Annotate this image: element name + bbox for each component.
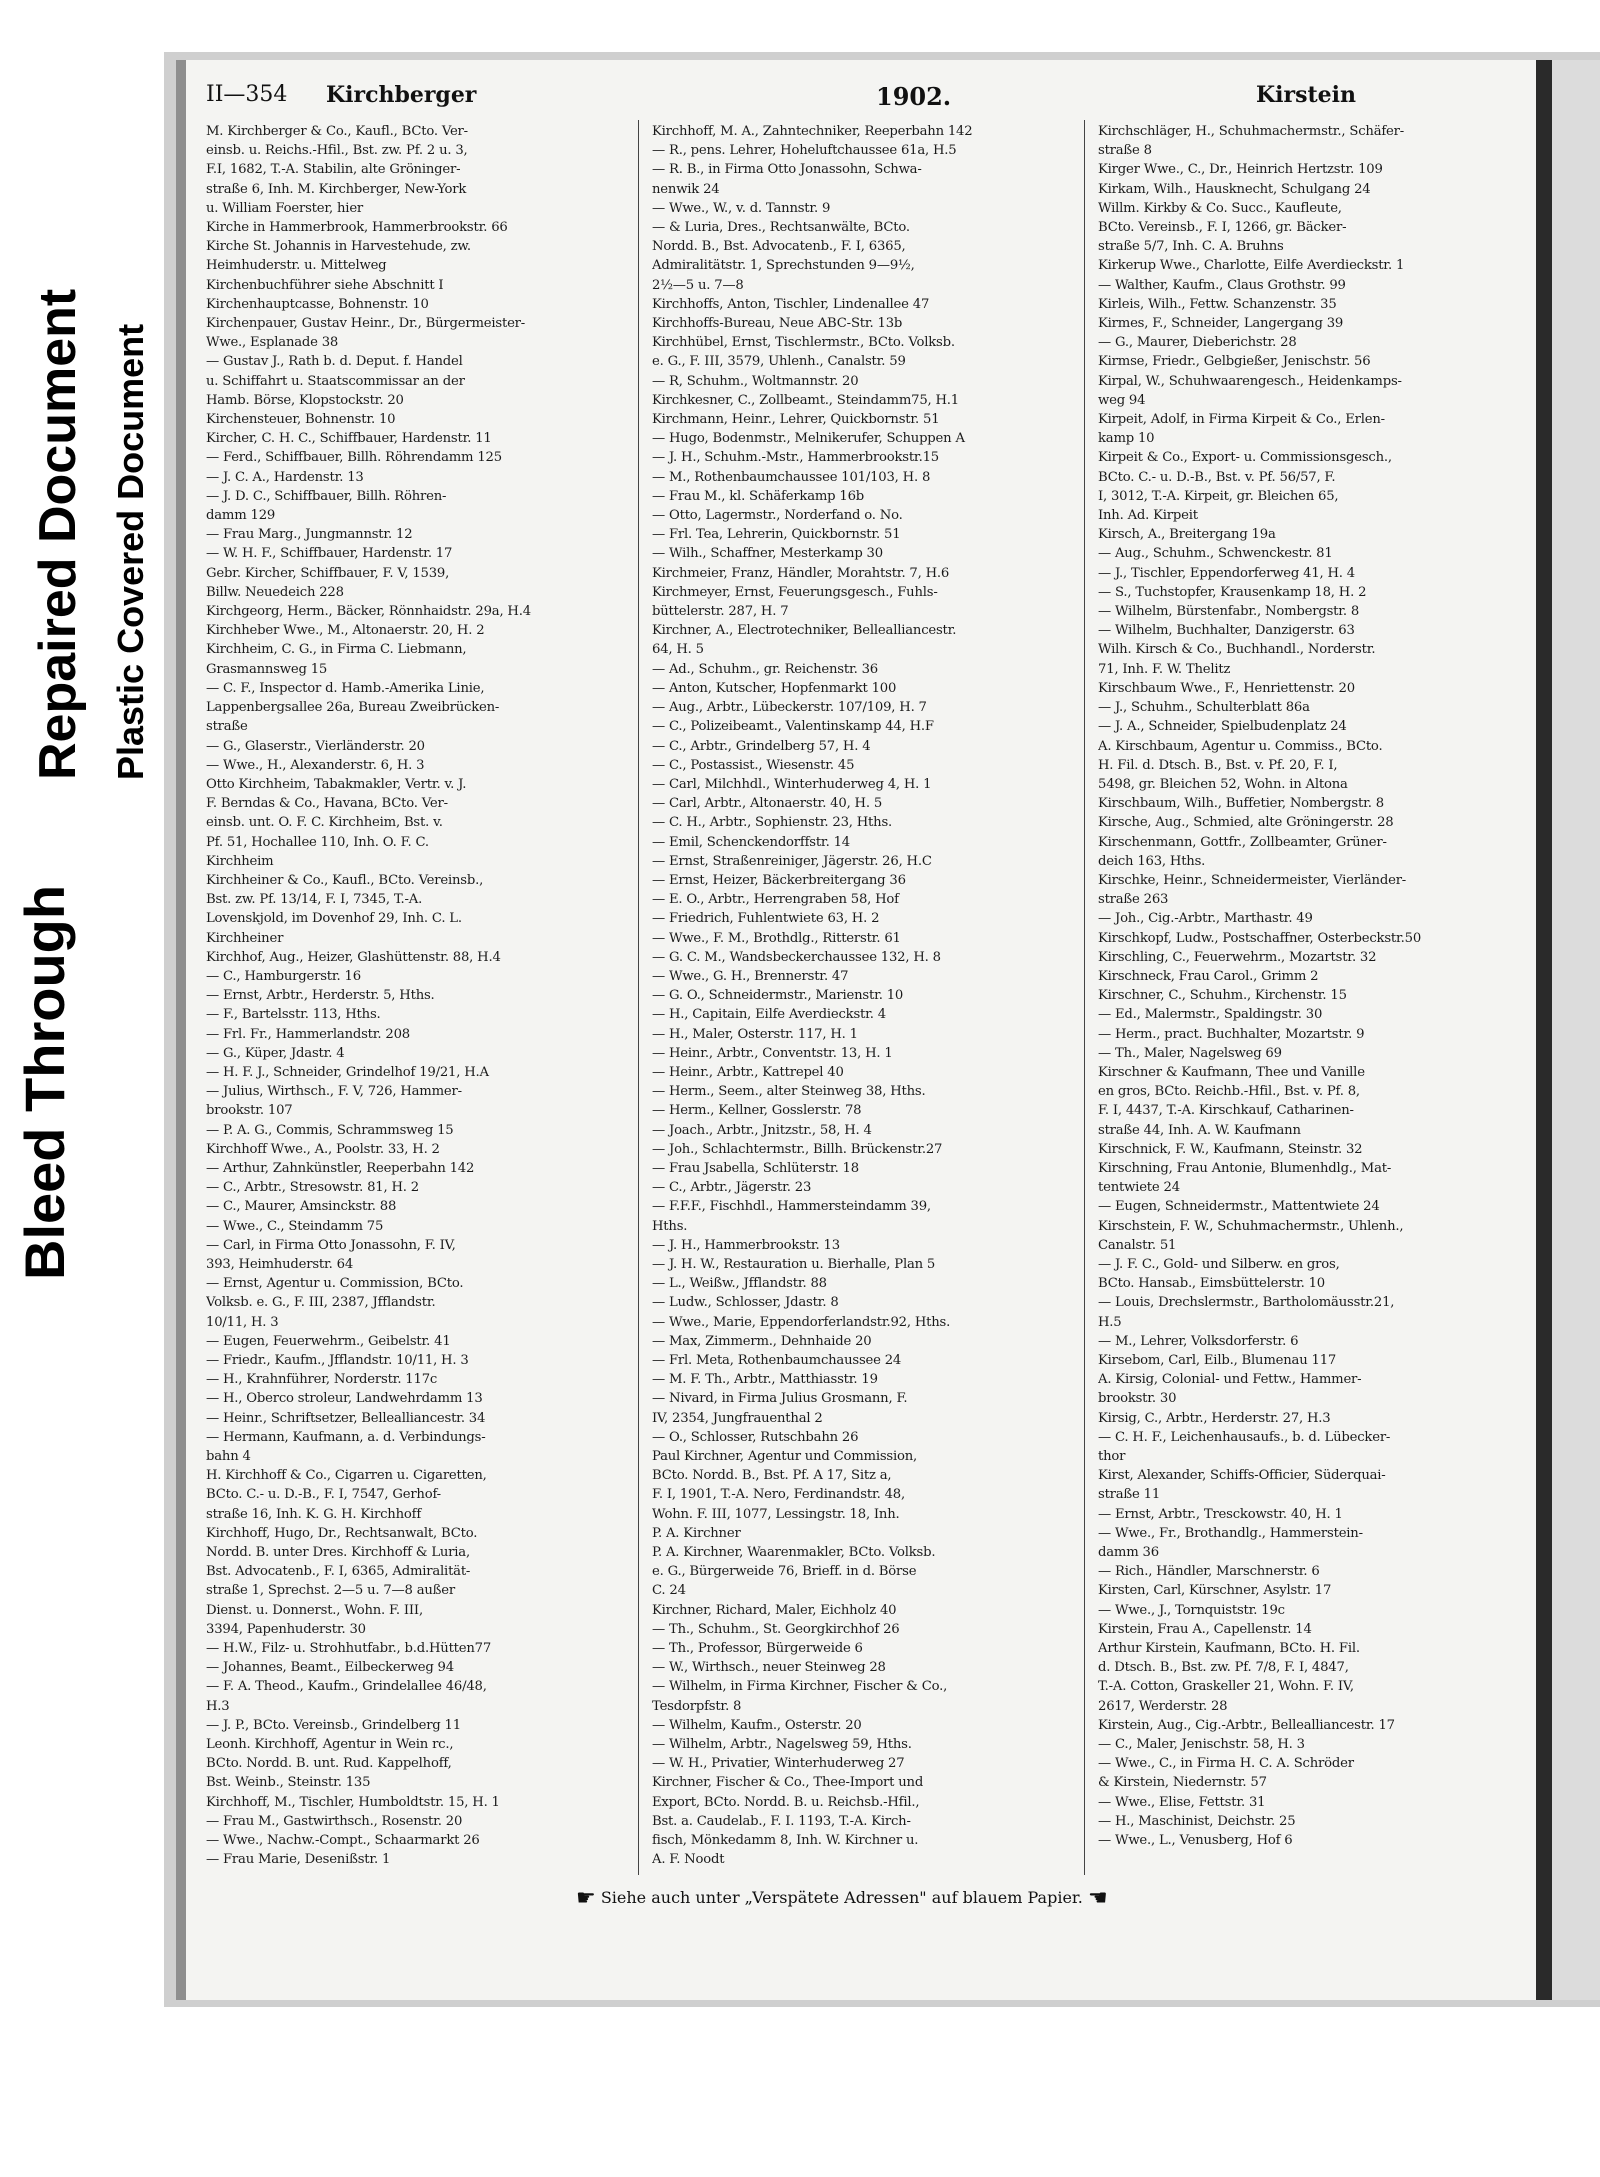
directory-entry-line: Gebr. Kircher, Schiffbauer, F. V, 1539,: [206, 565, 450, 581]
header-right-word: Kirstein: [1256, 82, 1356, 108]
directory-entry-line: Lappenbergsallee 26a, Bureau Zweibrücken-: [206, 700, 500, 716]
directory-entry-line: — J. F. C., Gold- und Silberw. en gros,: [1098, 1256, 1340, 1272]
directory-entry-line: Hamb. Börse, Klopstockstr. 20: [206, 392, 404, 408]
directory-entry-line: Kirstein, Aug., Cig.-Arbtr., Bellealliancestr. 17: [1098, 1717, 1395, 1733]
directory-entry-line: 64, H. 5: [652, 642, 704, 658]
repaired-document-label: Repaired Document: [29, 288, 87, 780]
directory-entry-line: straße 11: [1098, 1487, 1161, 1503]
directory-entry-line: Otto Kirchheim, Tabakmakler, Vertr. v. J.: [206, 776, 467, 792]
directory-entry-line: — Ad., Schuhm., gr. Reichenstr. 36: [652, 661, 878, 677]
directory-entry-line: — Heinr., Arbtr., Conventstr. 13, H. 1: [652, 1045, 893, 1061]
directory-entry-line: F.I, 1682, T.-A. Stabilin, alte Gröninger-: [206, 162, 461, 178]
directory-entry-line: — Ferd., Schiffbauer, Billh. Röhrendamm 125: [206, 450, 502, 466]
directory-entry-line: — G., Küper, Jdastr. 4: [206, 1045, 345, 1061]
directory-entry-line: Kirsebom, Carl, Eilb., Blumenau 117: [1098, 1353, 1337, 1368]
bleed-through-label: Bleed Through: [13, 884, 76, 1280]
directory-entry-line: — C., Maler, Jenischstr. 58, H. 3: [1098, 1737, 1305, 1753]
directory-entry-line: — R., pens. Lehrer, Hoheluftchaussee 61a, H.5: [652, 143, 957, 159]
directory-entry-line: H. Kirchhoff & Co., Cigarren u. Cigaretten,: [206, 1468, 487, 1484]
directory-entry-line: — Wwe., Fr., Brothandlg., Hammerstein-: [1098, 1525, 1363, 1541]
directory-entry-line: — H., Oberco stroleur, Landwehrdamm 13: [206, 1391, 483, 1407]
directory-entry-line: — J. A., Schneider, Spielbudenplatz 24: [1098, 719, 1347, 735]
page-header: [206, 82, 1516, 122]
directory-entry-line: — & Luria, Dres., Rechtsanwälte, BCto.: [652, 220, 910, 236]
directory-entry-line: Kircher, C. H. C., Schiffbauer, Hardenstr. 11: [206, 431, 492, 447]
plastic-covered-label: Plastic Covered Document: [110, 323, 151, 780]
directory-entry-line: u. William Foerster, hier: [206, 200, 364, 216]
directory-entry-line: — M. F. Th., Arbtr., Matthiasstr. 19: [652, 1372, 878, 1388]
directory-entry-line: 2617, Werderstr. 28: [1098, 1698, 1228, 1714]
directory-entry-line: — J. H. W., Restauration u. Bierhalle, Plan 5: [652, 1256, 936, 1272]
directory-entry-line: 71, Inh. F. W. Thelitz: [1098, 661, 1231, 677]
directory-entry-line: Kirmse, Friedr., Gelbgießer, Jenischstr. 56: [1098, 354, 1371, 370]
directory-entry-line: Wilh. Kirsch & Co., Buchhandl., Norderstr.: [1098, 642, 1376, 658]
directory-entry-line: — H. F. J., Schneider, Grindelhof 19/21, H.A: [206, 1064, 489, 1080]
directory-entry-line: Kirchheiner & Co., Kaufl., BCto. Vereinsb.,: [206, 872, 484, 888]
header-year: 1902.: [876, 82, 952, 111]
directory-entry-line: — C., Hamburgerstr. 16: [206, 968, 361, 984]
directory-entry-line: Kirschner & Kaufmann, Thee und Vanille: [1098, 1064, 1365, 1080]
directory-entry-line: einsb. unt. O. F. C. Kirchheim, Bst. v.: [206, 815, 443, 831]
directory-entry-line: Kirchhoff, M. A., Zahntechniker, Reeperbahn 142: [652, 124, 973, 139]
directory-entry-line: Kirschstein, F. W., Schuhmachermstr., Uhlenh.,: [1098, 1218, 1404, 1234]
directory-entry-line: fisch, Mönkedamm 8, Inh. W. Kirchner u.: [652, 1833, 919, 1849]
directory-entry-line: straße 16, Inh. K. G. H. Kirchhoff: [206, 1506, 421, 1522]
directory-entry-line: weg 94: [1098, 392, 1146, 408]
directory-entry-line: — Ernst, Arbtr., Tresckowstr. 40, H. 1: [1098, 1506, 1343, 1522]
directory-entry-line: Kirsten, Carl, Kürschner, Asylstr. 17: [1098, 1583, 1332, 1599]
directory-entry-line: BCto. Vereinsb., F. I, 1266, gr. Bäcker-: [1098, 220, 1347, 236]
directory-entry-line: Kirchheiner: [206, 930, 284, 946]
directory-entry-line: Kirchschläger, H., Schuhmachermstr., Schäfer-: [1098, 124, 1405, 139]
directory-entry-line: A. Kirsig, Colonial- und Fettw., Hammer-: [1098, 1372, 1362, 1388]
directory-entry-line: — Wwe., C., Steindamm 75: [206, 1218, 384, 1234]
directory-entry-line: — Walther, Kaufm., Claus Grothstr. 99: [1098, 277, 1346, 293]
directory-entry-line: straße 6, Inh. M. Kirchberger, New-York: [206, 181, 467, 197]
directory-entry-line: Kirschke, Heinr., Schneidermeister, Vierländer-: [1098, 872, 1407, 888]
directory-entry-line: — Wilhelm, Buchhalter, Danzigerstr. 63: [1098, 623, 1355, 639]
directory-entry-line: Kirst, Alexander, Schiffs-Officier, Süderquai-: [1098, 1468, 1386, 1484]
directory-entry-line: 2½—5 u. 7—8: [652, 277, 744, 293]
directory-entry-line: Kirchmeier, Franz, Händler, Morahtstr. 7, H.6: [652, 565, 950, 581]
directory-entry-line: — Wwe., Marie, Eppendorferlandstr.92, Hths.: [652, 1314, 951, 1330]
directory-entry-line: H.3: [206, 1698, 230, 1714]
directory-entry-line: — Herm., pract. Buchhalter, Mozartstr. 9: [1098, 1026, 1365, 1042]
directory-entry-line: — Frau Jsabella, Schlüterstr. 18: [652, 1160, 859, 1176]
directory-entry-line: 3394, Papenhuderstr. 30: [206, 1621, 366, 1637]
directory-entry-line: — Heinr., Schriftsetzer, Bellealliancestr. 34: [206, 1410, 486, 1426]
directory-entry-line: — Frau M., Gastwirthsch., Rosenstr. 20: [206, 1813, 463, 1829]
directory-entry-line: — Gustav J., Rath b. d. Deput. f. Handel: [206, 354, 463, 370]
directory-entry-line: — Wwe., C., in Firma H. C. A. Schröder: [1098, 1756, 1354, 1772]
directory-entry-line: — Eugen, Feuerwehrm., Geibelstr. 41: [206, 1333, 451, 1349]
directory-entry-line: & Kirstein, Niedernstr. 57: [1098, 1775, 1267, 1791]
directory-entry-line: Willm. Kirkby & Co. Succ., Kaufleute,: [1098, 200, 1342, 216]
directory-entry-line: Paul Kirchner, Agentur und Commission,: [652, 1449, 918, 1465]
directory-entry-line: — Frl. Fr., Hammerlandstr. 208: [206, 1026, 410, 1042]
directory-entry-line: IV, 2354, Jungfrauenthal 2: [652, 1410, 823, 1426]
directory-entry-line: Kirchhoff, Hugo, Dr., Rechtsanwalt, BCto.: [206, 1525, 478, 1541]
directory-entry-line: damm 36: [1098, 1545, 1159, 1561]
directory-entry-line: — H., Capitain, Eilfe Averdieckstr. 4: [652, 1007, 886, 1023]
directory-entry-line: — Aug., Schuhm., Schwenckestr. 81: [1098, 546, 1333, 562]
directory-entry-line: — P. A. G., Commis, Schrammsweg 15: [206, 1122, 454, 1138]
column-divider: [1084, 120, 1085, 1875]
directory-entry-line: F. I, 1901, T.-A. Nero, Ferdinandstr. 48,: [652, 1487, 905, 1503]
directory-entry-line: — G. C. M., Wandsbeckerchaussee 132, H. 8: [652, 949, 941, 965]
directory-entry-line: — Carl, Arbtr., Altonaerstr. 40, H. 5: [652, 796, 883, 812]
directory-entry-line: Kirkerup Wwe., Charlotte, Eilfe Averdieckstr. 1: [1098, 258, 1405, 274]
directory-entry-line: Canalstr. 51: [1098, 1237, 1177, 1253]
directory-entry-line: — Herm., Seem., alter Steinweg 38, Hths.: [652, 1084, 926, 1100]
directory-entry-line: C. 24: [652, 1583, 686, 1599]
directory-entry-line: BCto. Hansab., Eimsbüttelerstr. 10: [1098, 1276, 1325, 1292]
directory-entry-line: damm 129: [206, 508, 276, 524]
directory-entry-line: Bst. Advocatenb., F. I, 6365, Admiralität-: [206, 1564, 471, 1580]
directory-entry-line: — Herm., Kellner, Gosslerstr. 78: [652, 1103, 862, 1119]
column-3: [1098, 122, 1516, 1850]
directory-entry-line: Kirschling, C., Feuerwehrm., Mozartstr. 32: [1098, 949, 1377, 965]
directory-entry-line: — J. D. C., Schiffbauer, Billh. Röhren-: [206, 488, 447, 504]
directory-entry-line: Kirchhoff, M., Tischler, Humboldtstr. 15, H. 1: [206, 1794, 500, 1810]
directory-entry-line: straße: [206, 719, 248, 735]
directory-entry-line: — C., Polizeibeamt., Valentinskamp 44, H.F: [652, 719, 934, 735]
directory-entry-line: Kirchensteuer, Bohnenstr. 10: [206, 412, 396, 428]
directory-entry-line: Kirchheim: [206, 853, 274, 869]
directory-entry-line: Kirmes, F., Schneider, Langergang 39: [1098, 316, 1344, 332]
directory-entry-line: Tesdorpfstr. 8: [652, 1698, 742, 1714]
directory-entry-line: straße 263: [1098, 892, 1169, 908]
directory-entry-line: Heimhuderstr. u. Mittelweg: [206, 258, 387, 274]
directory-entry-line: — Louis, Drechslermstr., Bartholomäusstr.21,: [1098, 1295, 1395, 1311]
directory-entry-line: — Wwe., F. M., Brothdlg., Ritterstr. 61: [652, 930, 901, 946]
directory-entry-line: P. A. Kirchner: [652, 1525, 741, 1541]
directory-entry-line: — Frl. Meta, Rothenbaumchaussee 24: [652, 1353, 902, 1368]
directory-entry-line: — Ernst, Arbtr., Herderstr. 5, Hths.: [206, 988, 435, 1004]
directory-entry-line: A. Kirschbaum, Agentur u. Commiss., BCto.: [1098, 738, 1383, 754]
page-edge: [176, 60, 186, 2000]
directory-entry-line: — Johannes, Beamt., Eilbeckerweg 94: [206, 1660, 454, 1676]
directory-entry-line: e. G., Bürgerweide 76, Brieff. in d. Börse: [652, 1564, 917, 1580]
directory-entry-line: — Wwe., Nachw.-Compt., Schaarmarkt 26: [206, 1833, 480, 1849]
directory-entry-line: Bst. a. Caudelab., F. I. 1193, T.-A. Kirch-: [652, 1813, 911, 1829]
column-2: [652, 122, 1070, 1869]
directory-entry-line: — S., Tuchstopfer, Krausenkamp 18, H. 2: [1098, 584, 1367, 600]
directory-entry-line: — R. B., in Firma Otto Jonassohn, Schwa-: [652, 162, 922, 178]
directory-entry-line: Kirchenpauer, Gustav Heinr., Dr., Bürgermeister-: [206, 316, 526, 332]
directory-entry-line: A. F. Noodt: [652, 1852, 725, 1868]
directory-entry-line: Kirchhoffs, Anton, Tischler, Lindenallee 47: [652, 296, 930, 312]
directory-entry-line: — Hugo, Bodenmstr., Melnikerufer, Schuppen A: [652, 431, 965, 447]
directory-entry-line: Kirchkesner, C., Zollbeamt., Steindamm75, H.1: [652, 392, 959, 408]
directory-entry-line: — Ernst, Straßenreiniger, Jägerstr. 26, H.C: [652, 853, 932, 869]
directory-entry-line: — C., Arbtr., Stresowstr. 81, H. 2: [206, 1180, 419, 1196]
directory-entry-line: — C. F., Inspector d. Hamb.-Amerika Linie,: [206, 680, 485, 696]
directory-entry-line: — C., Maurer, Amsinckstr. 88: [206, 1199, 397, 1215]
directory-entry-line: I, 3012, T.-A. Kirpeit, gr. Bleichen 65,: [1098, 488, 1339, 504]
directory-entry-line: — C., Postassist., Wiesenstr. 45: [652, 757, 855, 773]
directory-entry-line: Bst. zw. Pf. 13/14, F. I, 7345, T.-A.: [206, 892, 423, 908]
directory-entry-line: Wwe., Esplanade 38: [206, 335, 339, 351]
directory-entry-line: — Aug., Arbtr., Lübeckerstr. 107/109, H. 7: [652, 700, 927, 716]
directory-entry-line: — Eugen, Schneidermstr., Mattentwiete 24: [1098, 1199, 1380, 1215]
directory-entry-line: — Wilhelm, Kaufm., Osterstr. 20: [652, 1717, 862, 1733]
directory-entry-line: — Wwe., Elise, Fettstr. 31: [1098, 1794, 1266, 1810]
column-1: [206, 122, 624, 1869]
directory-entry-line: Kirchenbuchführer siehe Abschnitt I: [206, 277, 444, 293]
directory-entry-line: Kirchmeyer, Ernst, Feuerungsgesch., Fuhls-: [652, 584, 938, 600]
footer-note: [576, 1886, 1108, 1911]
directory-entry-line: — G. O., Schneidermstr., Marienstr. 10: [652, 988, 904, 1004]
directory-entry-line: — Emil, Schenckendorffstr. 14: [652, 834, 850, 850]
directory-entry-line: — Joh., Cig.-Arbtr., Marthastr. 49: [1098, 911, 1313, 927]
directory-entry-line: Admiralitätstr. 1, Sprechstunden 9—9½,: [652, 258, 915, 274]
directory-entry-line: Bst. Weinb., Steinstr. 135: [206, 1775, 371, 1791]
directory-entry-line: Kirpeit & Co., Export- u. Commissionsgesch.,: [1098, 450, 1392, 466]
directory-entry-line: — Otto, Lagermstr., Norderfand o. No.: [652, 508, 903, 524]
directory-entry-line: — Wwe., J., Tornquiststr. 19c: [1098, 1602, 1285, 1618]
directory-entry-line: 5498, gr. Bleichen 52, Wohn. in Altona: [1098, 776, 1348, 792]
directory-entry-line: Kirchner, Richard, Maler, Eichholz 40: [652, 1602, 897, 1618]
directory-page: [176, 60, 1536, 2000]
directory-entry-line: — Ludw., Schlosser, Jdastr. 8: [652, 1295, 839, 1311]
directory-entry-line: — Wilhelm, Bürstenfabr., Nombergstr. 8: [1098, 604, 1360, 620]
directory-entry-line: — H., Maschinist, Deichstr. 25: [1098, 1813, 1296, 1829]
directory-entry-line: Nordd. B., Bst. Advocatenb., F. I, 6365,: [652, 239, 906, 255]
directory-entry-line: — Frau Marg., Jungmannstr. 12: [206, 527, 413, 543]
directory-entry-line: — Wwe., G. H., Brennerstr. 47: [652, 968, 849, 984]
footer-text: Siehe auch unter „Verspätete Adressen" auf blauem Papier.: [600, 1888, 1083, 1907]
directory-entry-line: — Wwe., W., v. d. Tannstr. 9: [652, 200, 831, 216]
directory-entry-line: — M., Rothenbaumchaussee 101/103, H. 8: [652, 469, 931, 485]
directory-entry-line: — C., Arbtr., Grindelberg 57, H. 4: [652, 738, 871, 754]
directory-entry-line: Leonh. Kirchhoff, Agentur in Wein rc.,: [206, 1737, 454, 1753]
directory-entry-line: Kirschnick, F. W., Kaufmann, Steinstr. 32: [1098, 1141, 1363, 1157]
directory-entry-line: — Nivard, in Firma Julius Grosmann, F.: [652, 1391, 908, 1407]
directory-entry-line: — J. C. A., Hardenstr. 13: [206, 469, 364, 485]
directory-entry-line: einsb. u. Reichs.-Hfil., Bst. zw. Pf. 2 u. 3,: [206, 143, 468, 159]
directory-entry-line: Arthur Kirstein, Kaufmann, BCto. H. Fil.: [1098, 1641, 1360, 1657]
directory-entry-line: nenwik 24: [652, 181, 720, 197]
directory-entry-line: Kirchheim, C. G., in Firma C. Liebmann,: [206, 642, 467, 658]
directory-entry-line: 10/11, H. 3: [206, 1314, 279, 1330]
directory-entry-line: Pf. 51, Hochallee 110, Inh. O. F. C.: [206, 834, 429, 850]
directory-entry-line: — J. H., Hammerbrookstr. 13: [652, 1237, 840, 1253]
directory-entry-line: — Th., Maler, Nagelsweg 69: [1098, 1045, 1282, 1061]
directory-entry-line: Kirschneck, Frau Carol., Grimm 2: [1098, 968, 1319, 984]
directory-entry-line: Kirchheber Wwe., M., Altonaerstr. 20, H. 2: [206, 623, 485, 639]
directory-entry-line: straße 5/7, Inh. C. A. Bruhns: [1098, 239, 1284, 255]
directory-entry-line: — C. H. F., Leichenhausaufs., b. d. Lübecker-: [1098, 1429, 1391, 1445]
directory-entry-line: — C., Arbtr., Jägerstr. 23: [652, 1180, 812, 1196]
directory-entry-line: H. Fil. d. Dtsch. B., Bst. v. Pf. 20, F. I,: [1098, 757, 1338, 773]
directory-entry-line: deich 163, Hths.: [1098, 853, 1206, 869]
directory-entry-line: — G., Glaserstr., Vierländerstr. 20: [206, 738, 425, 754]
directory-entry-line: — Joach., Arbtr., Jnitzstr., 58, H. 4: [652, 1122, 872, 1138]
directory-entry-line: — F. A. Theod., Kaufm., Grindelallee 46/48,: [206, 1679, 487, 1695]
directory-entry-line: Grasmannsweg 15: [206, 661, 328, 677]
directory-entry-line: — Wilhelm, in Firma Kirchner, Fischer & Co.,: [652, 1679, 948, 1695]
directory-entry-line: Kirchhof, Aug., Heizer, Glashüttenstr. 88, H.4: [206, 949, 501, 965]
directory-entry-line: Kirchmann, Heinr., Lehrer, Quickbornstr. 51: [652, 412, 940, 428]
directory-entry-line: Lovenskjold, im Dovenhof 29, Inh. C. L.: [206, 911, 462, 927]
directory-entry-line: — Carl, Milchhdl., Winterhuderweg 4, H. 1: [652, 776, 932, 792]
directory-entry-line: — J. H., Schuhm.-Mstr., Hammerbrookstr.15: [652, 450, 939, 466]
directory-entry-line: — H., Krahnführer, Norderstr. 117c: [206, 1372, 438, 1388]
side-labels: [0, 0, 170, 2177]
pointing-hand-right-icon: ☛: [576, 1886, 596, 1911]
directory-entry-line: — Ernst, Heizer, Bäckerbreitergang 36: [652, 872, 906, 888]
directory-entry-line: Wohn. F. III, 1077, Lessingstr. 18, Inh.: [652, 1506, 900, 1522]
directory-entry-line: — L., Weißw., Jfflandstr. 88: [652, 1276, 827, 1292]
directory-entry-line: Kirpeit, Adolf, in Firma Kirpeit & Co., Erlen-: [1098, 412, 1385, 428]
directory-entry-line: — R, Schuhm., Woltmannstr. 20: [652, 373, 859, 389]
pointing-hand-left-icon: ☚: [1087, 1886, 1108, 1911]
directory-entry-line: M. Kirchberger & Co., Kaufl., BCto. Ver-: [206, 124, 468, 139]
directory-entry-line: T.-A. Cotton, Graskeller 21, Wohn. F. IV,: [1098, 1679, 1354, 1695]
directory-entry-line: — F.F.F., Fischhdl., Hammersteindamm 39,: [652, 1199, 931, 1215]
directory-entry-line: Kirchgeorg, Herm., Bäcker, Rönnhaidstr. 29a, H.4: [206, 604, 531, 620]
directory-entry-line: — Hermann, Kaufmann, a. d. Verbindungs-: [206, 1429, 486, 1445]
directory-entry-line: — W., Wirthsch., neuer Steinweg 28: [652, 1660, 886, 1676]
directory-entry-line: Kirsig, C., Arbtr., Herderstr. 27, H.3: [1098, 1410, 1331, 1426]
directory-entry-line: Hths.: [652, 1218, 688, 1234]
directory-entry-line: thor: [1098, 1449, 1126, 1465]
directory-entry-line: — Joh., Schlachtermstr., Billh. Brückenstr.27: [652, 1141, 943, 1157]
directory-entry-line: — Rich., Händler, Marschnerstr. 6: [1098, 1564, 1320, 1580]
directory-entry-line: Kirschning, Frau Antonie, Blumenhdlg., Mat-: [1098, 1160, 1392, 1176]
column-divider: [638, 120, 639, 1875]
page-reference: II—354: [206, 82, 288, 107]
directory-entry-line: Kirchner, A., Electrotechniker, Bellealliancestr.: [652, 623, 957, 639]
directory-entry-line: Inh. Ad. Kirpeit: [1098, 508, 1198, 524]
directory-entry-line: Kirche in Hammerbrook, Hammerbrookstr. 66: [206, 220, 508, 236]
directory-entry-line: Kirsch, A., Breitergang 19a: [1098, 527, 1276, 543]
directory-entry-line: — Frl. Tea, Lehrerin, Quickbornstr. 51: [652, 527, 901, 543]
directory-entry-line: — H.W., Filz- u. Strohhutfabr., b.d.Hütten77: [206, 1641, 492, 1657]
directory-entry-line: Kirschner, C., Schuhm., Kirchenstr. 15: [1098, 988, 1347, 1004]
directory-entry-line: — G., Maurer, Dieberichstr. 28: [1098, 335, 1297, 351]
directory-entry-line: — Friedrich, Fuhlentwiete 63, H. 2: [652, 911, 880, 927]
directory-entry-line: Kirschkopf, Ludw., Postschaffner, Osterbeckstr.50: [1098, 930, 1422, 946]
directory-entry-line: bahn 4: [206, 1449, 251, 1465]
directory-entry-line: straße 1, Sprechst. 2—5 u. 7—8 außer: [206, 1583, 455, 1599]
directory-entry-line: Volksb. e. G., F. III, 2387, Jfflandstr.: [206, 1295, 436, 1311]
directory-entry-line: — Carl, in Firma Otto Jonassohn, F. IV,: [206, 1237, 456, 1253]
directory-entry-line: — F., Bartelsstr. 113, Hths.: [206, 1007, 381, 1023]
directory-entry-line: brookstr. 30: [1098, 1391, 1177, 1407]
directory-entry-line: Kirschbaum, Wilh., Buffetier, Nombergstr. 8: [1098, 796, 1384, 812]
header-left-word: Kirchberger: [326, 82, 477, 108]
directory-entry-line: — Anton, Kutscher, Hopfenmarkt 100: [652, 680, 897, 696]
directory-entry-line: Kirche St. Johannis in Harvestehude, zw.: [206, 239, 471, 255]
directory-entry-line: Kirschenmann, Gottfr., Zollbeamter, Grüner-: [1098, 834, 1387, 850]
directory-entry-line: — Frau M., kl. Schäferkamp 16b: [652, 488, 865, 504]
directory-entry-line: BCto. Nordd. B. unt. Rud. Kappelhoff,: [206, 1756, 452, 1772]
directory-entry-line: — Wilhelm, Arbtr., Nagelsweg 59, Hths.: [652, 1737, 912, 1753]
directory-entry-line: F. I, 4437, T.-A. Kirschkauf, Catharinen-: [1098, 1103, 1354, 1119]
directory-entry-line: — Heinr., Arbtr., Kattrepel 40: [652, 1064, 844, 1080]
directory-entry-line: BCto. Nordd. B., Bst. Pf. A 17, Sitz a,: [652, 1468, 892, 1484]
directory-entry-line: — H., Maler, Osterstr. 117, H. 1: [652, 1026, 858, 1042]
directory-entry-line: — M., Lehrer, Volksdorferstr. 6: [1098, 1333, 1299, 1349]
directory-entry-line: — Th., Schuhm., St. Georgkirchhof 26: [652, 1621, 900, 1637]
directory-entry-line: — Arthur, Zahnkünstler, Reeperbahn 142: [206, 1160, 475, 1176]
directory-entry-line: — Wwe., H., Alexanderstr. 6, H. 3: [206, 757, 425, 773]
directory-entry-line: Kirleis, Wilh., Fettw. Schanzenstr. 35: [1098, 296, 1337, 312]
directory-entry-line: Kirchner, Fischer & Co., Thee-Import und: [652, 1775, 924, 1791]
directory-entry-line: Dienst. u. Donnerst., Wohn. F. III,: [206, 1602, 423, 1618]
directory-entry-line: kamp 10: [1098, 431, 1155, 447]
directory-entry-line: Kirger Wwe., C., Dr., Heinrich Hertzstr. 109: [1098, 162, 1383, 178]
directory-entry-line: — Ed., Malermstr., Spaldingstr. 30: [1098, 1007, 1323, 1023]
directory-entry-line: — Ernst, Agentur u. Commission, BCto.: [206, 1276, 464, 1292]
directory-entry-line: — W. H. F., Schiffbauer, Hardenstr. 17: [206, 546, 453, 562]
directory-entry-line: — C. H., Arbtr., Sophienstr. 23, Hths.: [652, 815, 893, 831]
directory-entry-line: — Frau Marie, Desenißstr. 1: [206, 1852, 391, 1868]
directory-entry-line: — J., Tischler, Eppendorferweg 41, H. 4: [1098, 565, 1355, 581]
directory-entry-line: Nordd. B. unter Dres. Kirchhoff & Luria,: [206, 1545, 470, 1561]
directory-entry-line: P. A. Kirchner, Waarenmakler, BCto. Volksb.: [652, 1545, 936, 1561]
directory-entry-line: Export, BCto. Nordd. B. u. Reichsb.-Hfil.,: [652, 1794, 920, 1810]
directory-entry-line: Kirstein, Frau A., Capellenstr. 14: [1098, 1621, 1312, 1637]
directory-entry-line: straße 44, Inh. A. W. Kaufmann: [1098, 1122, 1301, 1138]
directory-entry-line: Kirchenhauptcasse, Bohnenstr. 10: [206, 296, 429, 312]
directory-entry-line: Kirpal, W., Schuhwaarengesch., Heidenkamps-: [1098, 373, 1402, 389]
directory-entry-line: — W. H., Privatier, Winterhuderweg 27: [652, 1756, 905, 1772]
directory-entry-line: — J., Schuhm., Schulterblatt 86a: [1098, 700, 1310, 716]
directory-entry-line: Kirschbaum Wwe., F., Henriettenstr. 20: [1098, 680, 1355, 696]
directory-entry-line: — O., Schlosser, Rutschbahn 26: [652, 1429, 859, 1445]
directory-entry-line: Kirsche, Aug., Schmied, alte Gröningerstr. 28: [1098, 815, 1394, 831]
directory-entry-line: BCto. C.- u. D.-B., Bst. v. Pf. 56/57, F.: [1098, 469, 1336, 485]
directory-entry-line: — E. O., Arbtr., Herrengraben 58, Hof: [652, 892, 899, 908]
directory-entry-line: d. Dtsch. B., Bst. zw. Pf. 7/8, F. I, 4847,: [1098, 1660, 1349, 1676]
directory-entry-line: tentwiete 24: [1098, 1180, 1180, 1196]
directory-entry-line: BCto. C.- u. D.-B., F. I, 7547, Gerhof-: [206, 1487, 441, 1503]
directory-entry-line: brookstr. 107: [206, 1103, 293, 1119]
binding-edge: [1536, 60, 1552, 2000]
directory-entry-line: Kirkam, Wilh., Hausknecht, Schulgang 24: [1098, 181, 1371, 197]
scan-margin: [1552, 60, 1600, 2000]
directory-entry-line: — Th., Professor, Bürgerweide 6: [652, 1641, 863, 1657]
directory-entry-line: — J. P., BCto. Vereinsb., Grindelberg 11: [206, 1717, 461, 1733]
directory-entry-line: e. G., F. III, 3579, Uhlenh., Canalstr. 59: [652, 354, 906, 370]
directory-entry-line: — Friedr., Kaufm., Jfflandstr. 10/11, H. 3: [206, 1353, 469, 1368]
directory-entry-line: büttelerstr. 287, H. 7: [652, 604, 789, 620]
directory-entry-line: — Wilh., Schaffner, Mesterkamp 30: [652, 546, 883, 562]
directory-entry-line: — Max, Zimmerm., Dehnhaide 20: [652, 1333, 872, 1349]
directory-entry-line: straße 8: [1098, 143, 1152, 159]
directory-entry-line: — Wwe., L., Venusberg, Hof 6: [1098, 1833, 1293, 1849]
directory-entry-line: 393, Heimhuderstr. 64: [206, 1256, 354, 1272]
directory-entry-line: F. Berndas & Co., Havana, BCto. Ver-: [206, 796, 448, 812]
directory-entry-line: Kirchhübel, Ernst, Tischlermstr., BCto. Volksb.: [652, 335, 955, 351]
directory-entry-line: H.5: [1098, 1314, 1122, 1330]
directory-entry-line: Billw. Neuedeich 228: [206, 584, 344, 600]
directory-entry-line: — Julius, Wirthsch., F. V, 726, Hammer-: [206, 1084, 462, 1100]
directory-entry-line: en gros, BCto. Reichb.-Hfil., Bst. v. Pf. 8,: [1098, 1084, 1360, 1100]
directory-entry-line: u. Schiffahrt u. Staatscommissar an der: [206, 373, 465, 389]
directory-entry-line: Kirchhoff Wwe., A., Poolstr. 33, H. 2: [206, 1141, 440, 1157]
directory-entry-line: Kirchhoffs-Bureau, Neue ABC-Str. 13b: [652, 316, 903, 332]
